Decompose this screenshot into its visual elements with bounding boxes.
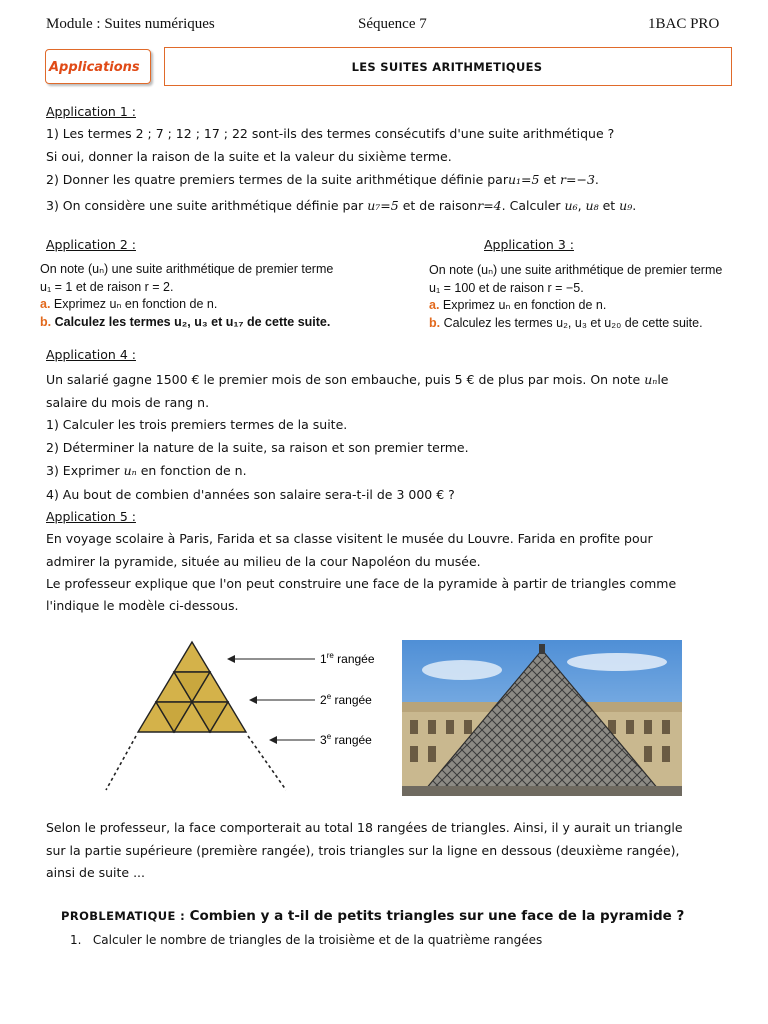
app4-line5-text-b: en fonction de n. [136,463,247,478]
app2-item-a [40,296,333,314]
label-row1: 1re rangée [320,651,375,666]
app2-a-text: Exprimez uₙ en fonction de n. [53,297,218,311]
app2-a-mark: a. [40,297,51,311]
app4-line3: 1) Calculer les trois premiers termes de la suite. [46,417,348,432]
app2-heading: Application 2 : [46,237,136,252]
header-level: 1BAC PRO [648,16,720,32]
continuation-right [248,736,286,790]
app2-line1: On note (uₙ) une suite arithmétique de premier terme [40,262,334,276]
app2-b-mark: b. [40,314,52,329]
app3-item-b [429,315,722,333]
label-row3: 3e rangée [320,732,372,747]
problematique-label: PROBLEMATIQUE : [61,909,190,923]
header-module: Module : Suites numériques [46,16,215,32]
page-title: LES SUITES ARITHMETIQUES [351,60,543,74]
app1-math-u1: u₁=5 [507,172,540,187]
app3-line2: u₁ = 100 et de raison r = −5. [429,280,584,295]
problematique [61,908,684,924]
app1-line3-text-b: et [539,172,561,187]
applications-tag: Applications [49,60,140,75]
app2-box [40,261,333,331]
app1-heading: Application 1 : [46,104,136,119]
header-sequence: Séquence 7 [358,16,427,32]
app4-line4: 2) Déterminer la nature de la suite, sa raison et son premier terme. [46,440,469,455]
app1-line1: 1) Les termes 2 ; 7 ; 12 ; 17 ; 22 sont-ils des termes consécutifs d'une suite arithmétique ? [46,126,615,141]
question-1 [70,933,542,947]
app2-b-text: Calculez les termes u₂, u₃ et u₁₇ de cette suite. [54,314,331,329]
para-line3: ainsi de suite ... [46,865,146,880]
app1-line2: Si oui, donner la raison de la suite et la valeur du sixième terme. [46,149,452,164]
app1-math-u8: u₈ [585,198,599,213]
continuation-left [106,736,136,790]
app4-line1-text-a: Un salarié gagne 1500 € le premier mois de son embauche, puis 5 € de plus par mois. On note [46,372,645,387]
app1-line4-text-a: 3) On considère une suite arithmétique définie par [46,198,368,213]
app3-b-text: Calculez les termes u₂, u₃ et u₂₀ de cette suite. [443,315,703,330]
app5-line2: admirer la pyramide, située au milieu de la cour Napoléon du musée. [46,554,481,569]
app1-line3 [46,172,599,187]
para-line1: Selon le professeur, la face comporterait au total 18 rangées de triangles. Ainsi, il y aurait un triangle [46,820,683,835]
app1-line4-text-d: , [577,198,586,213]
triangle-row1 [174,642,210,672]
app1-math-r4: r=4 [477,198,502,213]
app1-line4-text-b: et de raison [398,198,478,213]
problematique-question: Combien y a t-il de petits triangles sur une face de la pyramide ? [189,908,685,924]
app4-line5 [46,463,247,478]
app5-line3: Le professeur explique que l'on peut construire une face de la pyramide à partir de triangles comme [46,576,677,591]
app1-math-u7: u₇=5 [367,198,399,213]
app1-line4 [46,198,636,213]
app5-line1: En voyage scolaire à Paris, Farida et sa classe visitent le musée du Louvre. Farida en profite pour [46,531,653,546]
app5-heading: Application 5 : [46,509,136,524]
app3-a-text: Exprimez uₙ en fonction de n. [442,298,607,312]
triangle-model-figure [100,630,400,800]
label-row2: 2e rangée [320,692,372,707]
app4-line5-text-a: 3) Exprimer [46,463,124,478]
app1-math-r: r=−3 [560,172,595,187]
app4-line2: salaire du mois de rang n. [46,395,210,410]
app4-line1 [46,372,669,387]
para-line2: sur la partie supérieure (première rangée), trois triangles sur la ligne en dessous (deuxième rangée), [46,843,680,858]
app3-b-mark: b. [429,315,441,330]
app2-line2: u₁ = 1 et de raison r = 2. [40,279,174,294]
app1-line4-text-e: et [598,198,620,213]
app3-item-a [429,297,722,315]
app1-line4-text-c: . Calculer [501,198,565,213]
app1-line4-text-f: . [632,198,637,213]
app4-math-un2: uₙ [123,463,137,478]
question-1-text: Calculer le nombre de triangles de la troisième et de la quatrième rangées [92,933,543,947]
app5-line4: l'indique le modèle ci-dessous. [46,598,239,613]
question-1-number: 1. [70,933,82,947]
app3-box [429,262,722,332]
app1-line3-text-c: . [594,172,599,187]
app3-heading: Application 3 : [484,237,574,252]
app4-math-un: uₙ [644,372,658,387]
app1-math-u9: u₉ [619,198,633,213]
app1-math-u6: u₆ [564,198,578,213]
app4-line1-text-b: le [657,372,669,387]
app2-item-b [40,314,333,332]
app4-heading: Application 4 : [46,347,136,362]
app3-line1: On note (uₙ) une suite arithmétique de premier terme [429,263,723,277]
app3-a-mark: a. [429,298,440,312]
app4-line6: 4) Au bout de combien d'années son salaire sera-t-il de 3 000 € ? [46,487,455,502]
app1-line3-text-a: 2) Donner les quatre premiers termes de la suite arithmétique définie par [46,172,508,187]
louvre-pyramid-photo [402,640,682,796]
